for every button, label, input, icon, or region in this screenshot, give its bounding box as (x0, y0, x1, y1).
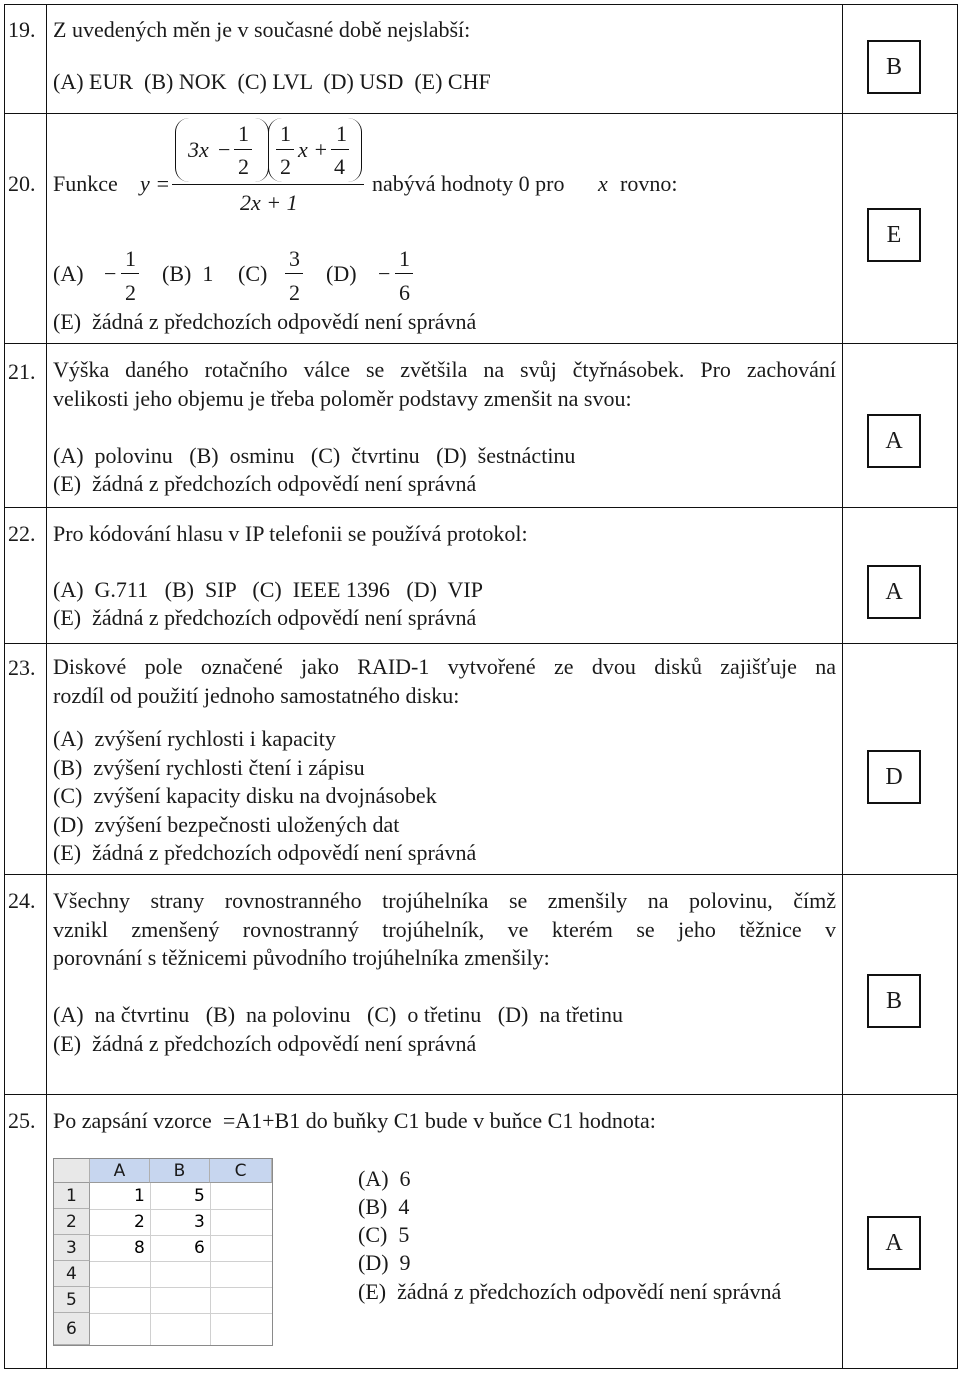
option-e: (E) žádná z předchozích odpovědí není správná (358, 1279, 782, 1304)
cell-b3: 6 (194, 1238, 205, 1258)
option-a: (A) zvýšení rychlosti i kapacity (53, 726, 336, 751)
cell-a3: 8 (134, 1238, 145, 1258)
column-header-a: A (90, 1159, 150, 1183)
question-text-line: rozdíl od použití jednoho samostatného disku: (53, 683, 460, 708)
rule (4, 4, 958, 5)
frac-num: 1 (399, 246, 410, 271)
frac-den: 2 (280, 154, 291, 179)
option-e: (E) žádná z předchozích odpovědí není správná (53, 840, 477, 865)
grid-line (90, 1287, 272, 1288)
option-c: (C) 5 (358, 1222, 410, 1247)
main-fraction-bar (172, 184, 364, 185)
fraction-bar (276, 149, 294, 150)
rule (4, 113, 958, 114)
rule (842, 4, 843, 1368)
minus-sign: − (378, 261, 391, 286)
frac-den: 6 (399, 280, 410, 305)
rule (957, 4, 958, 1368)
answer-box: A (867, 414, 921, 468)
question-number: 25. (8, 1108, 36, 1133)
rule (4, 1094, 958, 1095)
question-text-line: Všechny strany rovnostranného trojúhelníka se zmenšily na polovinu, čímž (53, 888, 836, 913)
answer-box: A (867, 565, 921, 619)
row-header: 1 (54, 1183, 90, 1209)
frac-den: 2 (125, 280, 136, 305)
minus-sign: − (104, 261, 117, 286)
grid-line (150, 1183, 151, 1345)
grid-line (90, 1313, 272, 1314)
question-number: 19. (8, 17, 36, 42)
question-number: 23. (8, 655, 36, 680)
question-text-line: Výška daného rotačního válce se zvětšila na svůj čtyřnásobek. Pro zachování (53, 357, 836, 382)
rule (4, 874, 958, 875)
option-e: (E) žádná z předchozích odpovědí není správná (53, 605, 477, 630)
cell-a1: 1 (134, 1186, 145, 1206)
question-number: 21. (8, 359, 36, 384)
option-a: (A) (53, 261, 84, 286)
question-number: 20. (8, 171, 36, 196)
question-text-line: porovnání s těžnicemi původního trojúhelníka zmenšily: (53, 945, 550, 970)
column-header-b: B (150, 1159, 210, 1183)
term-3x: 3x (188, 137, 209, 162)
option-d: (D) (326, 261, 357, 286)
cell-a2: 2 (134, 1212, 145, 1232)
row-header: 2 (54, 1209, 90, 1235)
frac-den: 4 (334, 154, 345, 179)
option-d: (D) 9 (358, 1250, 411, 1275)
column-header-c: C (210, 1159, 272, 1183)
grid-line (210, 1183, 211, 1345)
option-e: (E) žádná z předchozích odpovědí není správná (53, 1031, 477, 1056)
rule (4, 1368, 958, 1369)
answer-box: E (867, 208, 921, 262)
function-label: y = (140, 171, 171, 196)
question-prefix: Funkce (53, 171, 118, 196)
fraction-bar (234, 149, 252, 150)
option-b: (B) 1 (162, 261, 214, 286)
row-header: 6 (54, 1313, 90, 1345)
grid-line (90, 1209, 272, 1210)
fraction-bar (395, 273, 413, 274)
row-header: 4 (54, 1261, 90, 1287)
question-suffix: nabývá hodnoty 0 pro (372, 171, 565, 196)
frac-num: 1 (125, 246, 136, 271)
minus-sign: − (218, 137, 231, 162)
rule (4, 343, 958, 344)
row-header: 5 (54, 1287, 90, 1313)
corner-cell (54, 1159, 90, 1183)
question-text: Po zapsání vzorce =A1+B1 do buňky C1 bude v buňce C1 hodnota: (53, 1108, 656, 1133)
term-x-plus: x + (298, 137, 329, 162)
frac-num: 1 (336, 121, 347, 146)
answer-box: B (867, 40, 921, 94)
cell-b2: 3 (194, 1212, 205, 1232)
rule (46, 4, 47, 1368)
question-number: 24. (8, 888, 36, 913)
question-text: Pro kódování hlasu v IP telefonii se používá protokol: (53, 521, 528, 546)
rule (4, 507, 958, 508)
option-a: (A) 6 (358, 1166, 411, 1191)
question-suffix2: rovno: (620, 171, 678, 196)
option-e: (E) žádná z předchozích odpovědí není správná (53, 471, 477, 496)
grid-line (90, 1261, 272, 1262)
question-text-line: vznikl zmenšený rovnostranný trojúhelník, ve kterém se jeho těžnice v (53, 917, 836, 942)
option-b: (B) zvýšení rychlosti čtení i zápisu (53, 755, 365, 780)
fraction-bar (121, 273, 139, 274)
question-text-line: Diskové pole označené jako RAID-1 vytvořené ze dvou disků zajišťuje na (53, 654, 836, 679)
frac-den: 2 (289, 280, 300, 305)
row-header: 3 (54, 1235, 90, 1261)
question-text: Z uvedených měn je v současné době nejslabší: (53, 17, 471, 42)
question-options: (A) polovinu (B) osminu (C) čtvrtinu (D) šestnáctinu (53, 443, 576, 468)
variable-x: x (598, 171, 608, 196)
question-number: 22. (8, 521, 36, 546)
grid-line (90, 1235, 272, 1236)
answer-box: A (867, 1216, 921, 1270)
fraction-bar (285, 273, 303, 274)
frac-den: 2 (238, 154, 249, 179)
option-b: (B) 4 (358, 1194, 410, 1219)
question-options: (A) na čtvrtinu (B) na polovinu (C) o třetinu (D) na třetinu (53, 1002, 624, 1027)
option-c: (C) zvýšení kapacity disku na dvojnásobek (53, 783, 437, 808)
question-options: (A) EUR (B) NOK (C) LVL (D) USD (E) CHF (53, 69, 491, 94)
cell-b1: 5 (194, 1186, 205, 1206)
spreadsheet-image (53, 1158, 273, 1346)
question-text-line: velikosti jeho objemu je třeba poloměr podstavy zmenšit na svou: (53, 386, 632, 411)
fraction-bar (331, 149, 349, 150)
answer-box: D (867, 750, 921, 804)
frac-num: 3 (289, 246, 300, 271)
option-c: (C) (238, 261, 268, 286)
frac-num: 1 (238, 121, 249, 146)
option-d: (D) zvýšení bezpečnosti uložených dat (53, 812, 400, 837)
rule (4, 643, 958, 644)
frac-num: 1 (280, 121, 291, 146)
rule (4, 4, 5, 1368)
denominator: 2x + 1 (240, 190, 298, 215)
option-e: (E) žádná z předchozích odpovědí není správná (53, 309, 477, 334)
question-options: (A) G.711 (B) SIP (C) IEEE 1396 (D) VIP (53, 577, 483, 602)
answer-box: B (867, 974, 921, 1028)
